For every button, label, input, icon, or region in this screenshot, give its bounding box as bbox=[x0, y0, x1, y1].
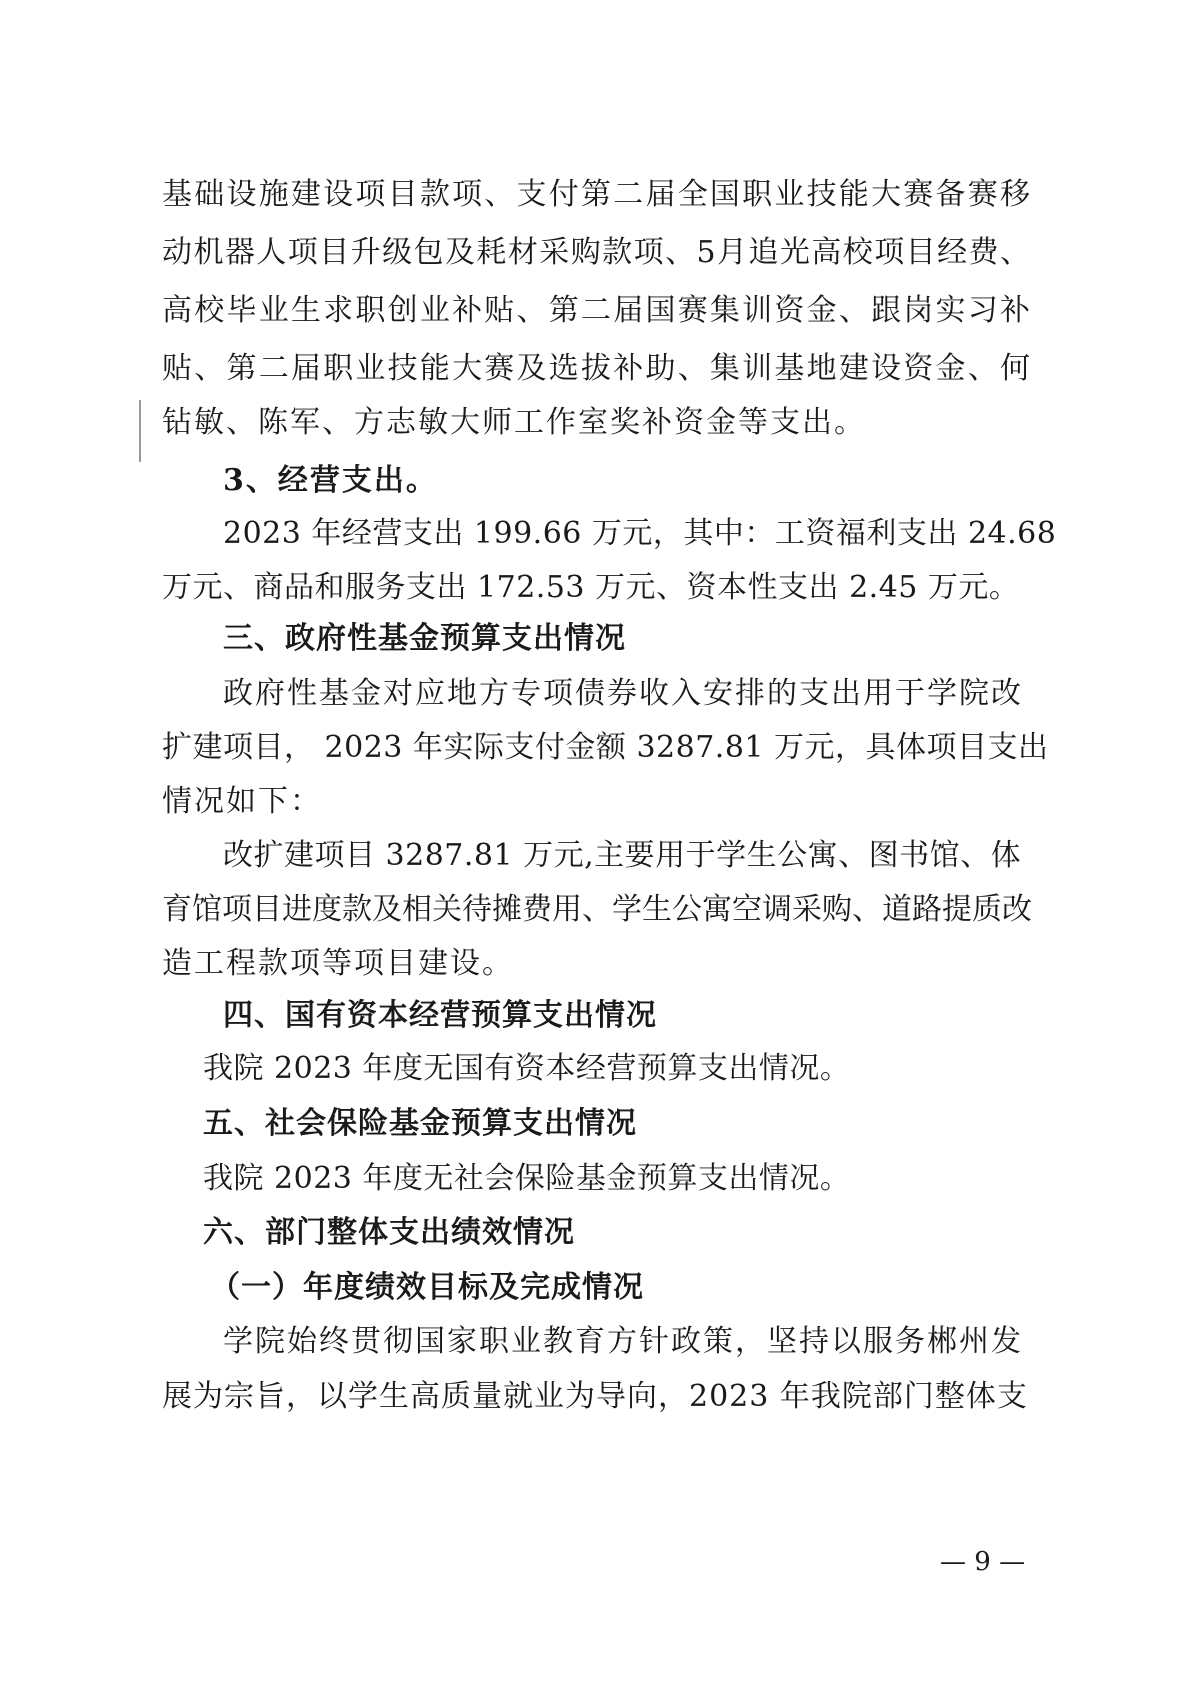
paragraph-line: 贴、第二届职业技能大赛及选拔补助、集训基地建设资金、何 bbox=[162, 351, 1030, 386]
paragraph-line: 高校毕业生求职创业补贴、第二届国赛集训资金、跟岗实习补 bbox=[162, 293, 1030, 328]
paragraph-line: 展为宗旨，以学生高质量就业为导向，2023 年我院部门整体支 bbox=[162, 1379, 1028, 1414]
paragraph-line: 造工程款项等项目建设。 bbox=[162, 946, 514, 981]
paragraph-line: 钻敏、陈军、方志敏大师工作室奖补资金等支出。 bbox=[162, 405, 866, 440]
section-heading: 三、政府性基金预算支出情况 bbox=[223, 621, 626, 656]
paragraph-line: 情况如下： bbox=[162, 784, 322, 819]
paragraph-line: 我院 2023 年度无社会保险基金预算支出情况。 bbox=[203, 1161, 851, 1196]
paragraph-line: 基础设施建设项目款项、支付第二届全国职业技能大赛备赛移 bbox=[162, 177, 1030, 212]
paragraph-line: 2023 年经营支出 199.66 万元，其中：工资福利支出 24.68 bbox=[223, 516, 1057, 551]
paragraph-line: 我院 2023 年度无国有资本经营预算支出情况。 bbox=[203, 1051, 851, 1086]
paragraph-line: 育馆项目进度款及相关待摊费用、学生公寓空调采购、道路提质改 bbox=[162, 892, 1032, 927]
page-number: — 9 — bbox=[940, 1547, 1026, 1577]
paragraph-line: 改扩建项目 3287.81 万元,主要用于学生公寓、图书馆、体 bbox=[223, 838, 1022, 873]
paragraph-line: 学院始终贯彻国家职业教育方针政策，坚持以服务郴州发 bbox=[223, 1324, 1023, 1359]
section-heading: 六、部门整体支出绩效情况 bbox=[203, 1215, 575, 1250]
paragraph-line: 扩建项目， 2023 年实际支付金额 3287.81 万元，具体项目支出 bbox=[162, 730, 1049, 765]
section-heading: 四、国有资本经营预算支出情况 bbox=[223, 998, 657, 1033]
margin-mark bbox=[139, 400, 141, 462]
paragraph-line: 万元、商品和服务支出 172.53 万元、资本性支出 2.45 万元。 bbox=[162, 570, 1020, 605]
section-heading: 五、社会保险基金预算支出情况 bbox=[203, 1106, 637, 1141]
paragraph-line: 政府性基金对应地方专项债券收入安排的支出用于学院改 bbox=[223, 676, 1023, 711]
paragraph-line: 动机器人项目升级包及耗材采购款项、5月追光高校项目经费、 bbox=[162, 235, 1030, 270]
subsection-heading: （一）年度绩效目标及完成情况 bbox=[210, 1270, 644, 1305]
subsection-heading: 3、经营支出。 bbox=[223, 463, 438, 498]
